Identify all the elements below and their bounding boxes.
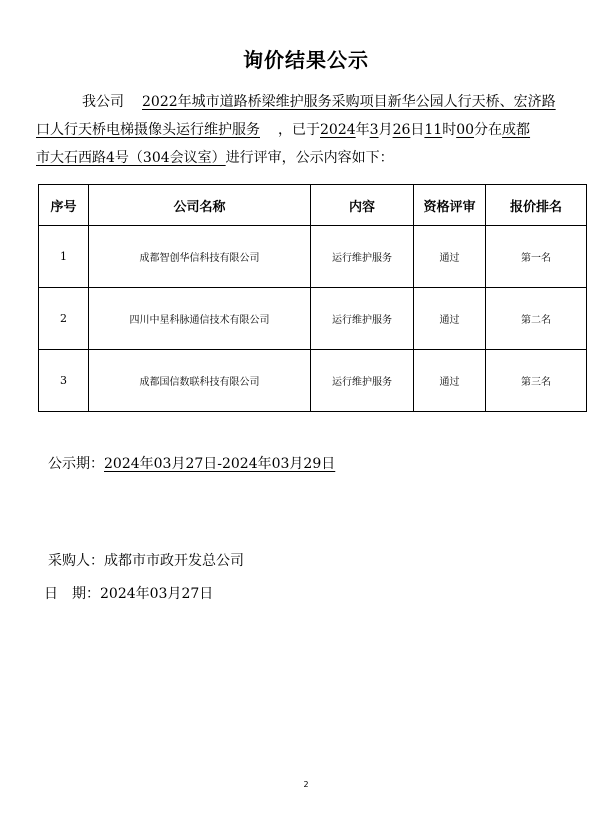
announcement-date (44, 583, 213, 603)
header-company: 公司名称 (89, 185, 311, 226)
row-qualification: 通过 (414, 226, 486, 288)
hour-unit: 时 (442, 122, 457, 138)
row-company: 成都国信数联科技有限公司 (89, 350, 311, 412)
date-value: 2024年03月27日 (100, 586, 214, 602)
table-row (39, 350, 587, 412)
result-table (38, 184, 587, 412)
purchaser-value: 成都市市政开发总公司 (104, 553, 244, 569)
review-minute: 00 (456, 122, 475, 138)
notice-period-value: 2024年03月27日-2024年03月29日 (104, 456, 336, 472)
row-rank: 第一名 (486, 226, 587, 288)
purchaser (48, 550, 244, 570)
review-hour: 11 (424, 122, 443, 138)
purchaser-label: 采购人： (48, 553, 104, 569)
table-header-row (39, 185, 587, 226)
review-place-part1: 成都 (502, 122, 531, 138)
intro-comma-prefix: ，已于 (278, 122, 320, 138)
notice-period (48, 453, 335, 473)
intro-line-2 (36, 116, 584, 144)
intro-paragraph (36, 88, 584, 172)
intro-lead: 我公司 (82, 94, 124, 110)
header-rank: 报价排名 (486, 185, 587, 226)
row-company: 四川中星科脉通信技术有限公司 (89, 288, 311, 350)
project-name-part2: 口人行天桥电梯摄像头运行维护服务 (36, 122, 260, 138)
row-company: 成都智创华信科技有限公司 (89, 226, 311, 288)
row-content: 运行维护服务 (311, 350, 414, 412)
review-day: 26 (392, 122, 411, 138)
review-month: 3 (369, 122, 379, 138)
project-name-part1: 2022年城市道路桥梁维护服务采购项目新华公园人行天桥、宏济路 (142, 94, 556, 110)
review-year: 2024 (320, 122, 356, 138)
row-qualification: 通过 (414, 350, 486, 412)
minute-unit: 分在 (474, 122, 503, 138)
row-no: 2 (39, 288, 89, 350)
notice-period-label: 公示期： (48, 456, 104, 472)
document-title: 询价结果公示 (243, 48, 369, 72)
header-content: 内容 (311, 185, 414, 226)
row-content: 运行维护服务 (311, 288, 414, 350)
table-row (39, 288, 587, 350)
intro-line-3 (36, 144, 584, 172)
row-no: 1 (39, 226, 89, 288)
row-rank: 第三名 (486, 350, 587, 412)
month-unit: 月 (378, 122, 393, 138)
day-unit: 日 (410, 122, 425, 138)
table-row (39, 226, 587, 288)
date-label: 日 期： (44, 586, 100, 602)
row-content: 运行维护服务 (311, 226, 414, 288)
page-number: 2 (303, 780, 309, 789)
intro-tail: 进行评审，公示内容如下： (225, 150, 394, 166)
row-qualification: 通过 (414, 288, 486, 350)
header-no: 序号 (39, 185, 89, 226)
year-unit: 年 (355, 122, 370, 138)
review-place-part2: 市大石西路4号（304会议室） (36, 150, 226, 166)
intro-line-1 (36, 88, 584, 116)
row-no: 3 (39, 350, 89, 412)
header-qualification: 资格评审 (414, 185, 486, 226)
row-rank: 第二名 (486, 288, 587, 350)
